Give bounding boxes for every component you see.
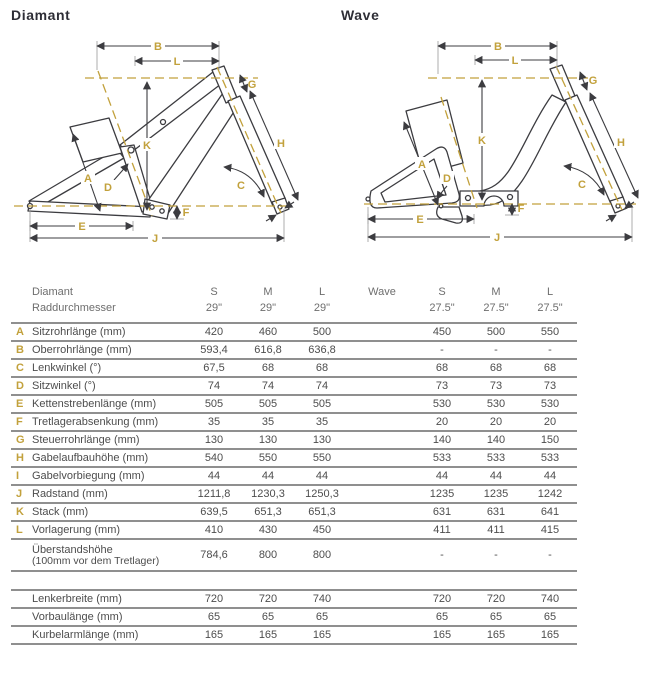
row-value: 1235: [483, 488, 509, 500]
row-label: Oberrohrlänge (mm): [32, 344, 132, 356]
row-label: Steuerrohrlänge (mm): [32, 434, 140, 446]
row-value: 65: [543, 611, 557, 623]
row-value: 150: [540, 434, 560, 446]
row-value: 140: [486, 434, 506, 446]
table-row: [11, 340, 577, 358]
row-value: 430: [258, 524, 278, 536]
diamant-label-F: F: [182, 207, 190, 219]
row-value: 65: [261, 611, 275, 623]
row-label: Stack (mm): [32, 506, 89, 518]
row-value: 500: [486, 326, 506, 338]
row-label: Überstandshöhe (100mm vor dem Tretlager): [27, 544, 187, 567]
wave-label-A: A: [418, 159, 426, 171]
row-value: 44: [543, 470, 557, 482]
row-value: 530: [486, 398, 506, 410]
row-value: 631: [486, 506, 506, 518]
diamant-size-m: M: [263, 286, 273, 298]
row-value: 35: [315, 416, 329, 428]
table-row: [11, 607, 577, 625]
wave-label-G: G: [588, 75, 598, 87]
wave-label-C: C: [578, 179, 586, 191]
wheel-diameter-row: [11, 300, 577, 316]
row-value: 505: [312, 398, 332, 410]
row-value: 530: [540, 398, 560, 410]
row-value: 130: [204, 434, 224, 446]
row-value: 68: [315, 362, 329, 374]
row-letter: F: [16, 416, 23, 428]
row-value: 73: [435, 380, 449, 392]
row-value: 420: [204, 326, 224, 338]
diamant-column-label: Diamant: [32, 286, 73, 298]
row-value: 65: [207, 611, 221, 623]
row-value: 631: [432, 506, 452, 518]
table-row: [11, 358, 577, 376]
row-value: -: [494, 344, 498, 356]
row-label: Vorlagerung (mm): [32, 524, 121, 536]
wheel-row-label: Raddurchmesser: [32, 302, 116, 314]
row-value: 651,3: [254, 506, 282, 518]
row-value: 20: [489, 416, 503, 428]
row-value: 720: [432, 593, 452, 605]
row-value: 505: [258, 398, 278, 410]
row-letter: I: [16, 470, 20, 482]
row-value: 784,6: [200, 549, 228, 561]
row-value: 550: [540, 326, 560, 338]
row-value: 20: [435, 416, 449, 428]
table-row: [11, 520, 577, 538]
size-header-row: [11, 284, 577, 300]
row-value: 74: [261, 380, 275, 392]
row-value: 740: [312, 593, 332, 605]
row-value: 44: [261, 470, 275, 482]
wave-label-L: L: [511, 55, 519, 67]
row-value: 165: [540, 629, 560, 641]
row-value: 411: [487, 524, 505, 536]
table-row: [11, 466, 577, 484]
row-value: -: [440, 344, 444, 356]
wheel-wave-l: 27.5": [537, 302, 563, 314]
wave-title: Wave: [341, 7, 380, 23]
row-value: 1230,3: [251, 488, 285, 500]
row-letter: C: [16, 362, 24, 374]
table-row: [11, 625, 577, 643]
wave-label-K: K: [478, 135, 486, 147]
row-value: 130: [258, 434, 278, 446]
frame-geometry-diagrams: [0, 0, 661, 270]
row-value: 74: [315, 380, 329, 392]
wheel-diamant-m: 29": [259, 302, 277, 314]
wave-label-D: D: [443, 173, 451, 185]
row-label: Tretlagerabsenkung (mm): [32, 416, 159, 428]
diamant-size-s: S: [210, 286, 218, 298]
row-value: 65: [315, 611, 329, 623]
row-value: 35: [207, 416, 221, 428]
row-value: 530: [432, 398, 452, 410]
wave-size-m: M: [491, 286, 501, 298]
row-label: Sitzrohrlänge (mm): [32, 326, 126, 338]
row-value: 533: [540, 452, 560, 464]
diamant-size-l: L: [318, 286, 326, 298]
row-value: 1235: [429, 488, 455, 500]
diamant-label-K: K: [143, 140, 151, 152]
row-value: 720: [204, 593, 224, 605]
table-row: [11, 484, 577, 502]
row-value: 67,5: [203, 362, 225, 374]
row-label: Radstand (mm): [32, 488, 108, 500]
row-sublabel: (100mm vor dem Tretlager): [32, 554, 160, 567]
row-value: 540: [204, 452, 224, 464]
wave-label-E: E: [416, 214, 424, 226]
row-value: -: [494, 549, 498, 561]
row-value: 74: [207, 380, 221, 392]
row-letter: B: [16, 344, 24, 356]
component-rows: [11, 589, 577, 645]
diamant-label-L: L: [173, 56, 181, 68]
wave-column-label: Wave: [368, 286, 396, 298]
diamant-label-G: G: [247, 79, 257, 91]
row-value: 1211,8: [197, 488, 231, 500]
wave-label-J: J: [493, 232, 501, 244]
table-row: [11, 376, 577, 394]
wave-label-F: F: [517, 203, 525, 215]
wheel-wave-s: 27.5": [429, 302, 455, 314]
wave-label-B: B: [494, 41, 502, 53]
row-value: 20: [543, 416, 557, 428]
row-value: 411: [433, 524, 451, 536]
row-label: Lenkwinkel (°): [32, 362, 102, 374]
row-label: Kurbelarmlänge (mm): [32, 629, 139, 641]
row-value: 65: [435, 611, 449, 623]
wave-size-s: S: [438, 286, 446, 298]
row-value: 533: [432, 452, 452, 464]
diamant-label-D: D: [104, 182, 112, 194]
row-value: 44: [207, 470, 221, 482]
row-value: 73: [543, 380, 557, 392]
row-value: 720: [486, 593, 506, 605]
table-row: [11, 538, 577, 570]
table-row: [11, 322, 577, 340]
row-value: 533: [486, 452, 506, 464]
row-value: 44: [315, 470, 329, 482]
row-value: -: [548, 344, 552, 356]
row-letter: D: [16, 380, 24, 392]
row-value: 165: [432, 629, 452, 641]
row-value: 636,8: [308, 344, 336, 356]
row-value: 641: [540, 506, 560, 518]
diamant-label-A: A: [84, 173, 92, 185]
diamant-label-C: C: [237, 180, 245, 192]
row-label: Vorbaulänge (mm): [32, 611, 123, 623]
table-row: [11, 448, 577, 466]
row-value: 35: [261, 416, 275, 428]
row-letter: G: [16, 434, 25, 446]
row-value: 800: [258, 549, 278, 561]
row-letter: K: [16, 506, 24, 518]
row-value: 68: [435, 362, 449, 374]
table-row: [11, 430, 577, 448]
row-value: 639,5: [200, 506, 228, 518]
row-value: -: [440, 549, 444, 561]
row-value: 130: [312, 434, 332, 446]
row-value: 500: [312, 326, 332, 338]
frame-geometry-rows: [11, 322, 577, 572]
diamant-title: Diamant: [11, 7, 71, 23]
row-label: Lenkerbreite (mm): [32, 593, 122, 605]
wheel-wave-m: 27.5": [483, 302, 509, 314]
row-value: 68: [489, 362, 503, 374]
row-value: 505: [204, 398, 224, 410]
table-row: [11, 502, 577, 520]
row-value: 616,8: [254, 344, 282, 356]
row-value: 140: [432, 434, 452, 446]
row-value: 410: [204, 524, 224, 536]
row-value: 720: [258, 593, 278, 605]
row-value: 450: [432, 326, 452, 338]
row-label: Kettenstrebenlänge (mm): [32, 398, 157, 410]
row-value: 73: [489, 380, 503, 392]
row-value: 65: [489, 611, 503, 623]
row-value: 44: [435, 470, 449, 482]
row-label: Sitzwinkel (°): [32, 380, 96, 392]
row-letter: L: [16, 524, 23, 536]
row-value: 740: [540, 593, 560, 605]
row-label: Gabelaufbauhöhe (mm): [32, 452, 149, 464]
row-value: 165: [312, 629, 332, 641]
row-value: 68: [543, 362, 557, 374]
table-header: [11, 284, 577, 316]
row-value: 44: [489, 470, 503, 482]
row-value: 165: [204, 629, 224, 641]
diamant-label-J: J: [151, 233, 159, 245]
wheel-diamant-s: 29": [205, 302, 223, 314]
diamant-label-H: H: [277, 138, 285, 150]
row-value: 1242: [537, 488, 563, 500]
row-letter: E: [16, 398, 24, 410]
row-value: -: [548, 549, 552, 561]
wave-label-H: H: [617, 137, 625, 149]
row-value: 68: [261, 362, 275, 374]
table-row: [11, 394, 577, 412]
table-row: [11, 412, 577, 430]
row-value: 165: [486, 629, 506, 641]
row-value: 1250,3: [305, 488, 339, 500]
table-row: [11, 589, 577, 607]
geometry-table: [11, 284, 577, 645]
row-letter: J: [16, 488, 23, 500]
row-value: 593,4: [200, 344, 228, 356]
row-value: 550: [258, 452, 278, 464]
row-value: 800: [312, 549, 332, 561]
row-letter: A: [16, 326, 24, 338]
wheel-diamant-l: 29": [313, 302, 331, 314]
row-value: 450: [312, 524, 332, 536]
row-value: 651,3: [308, 506, 336, 518]
wave-frame-drawing: [366, 65, 627, 223]
diamant-label-E: E: [78, 221, 86, 233]
row-value: 460: [258, 326, 278, 338]
row-value: 165: [258, 629, 278, 641]
row-value: 415: [540, 524, 560, 536]
wave-size-l: L: [546, 286, 554, 298]
diamant-label-B: B: [154, 41, 162, 53]
row-value: 550: [312, 452, 332, 464]
row-letter: H: [16, 452, 24, 464]
row-label: Gabelvorbiegung (mm): [32, 470, 145, 482]
